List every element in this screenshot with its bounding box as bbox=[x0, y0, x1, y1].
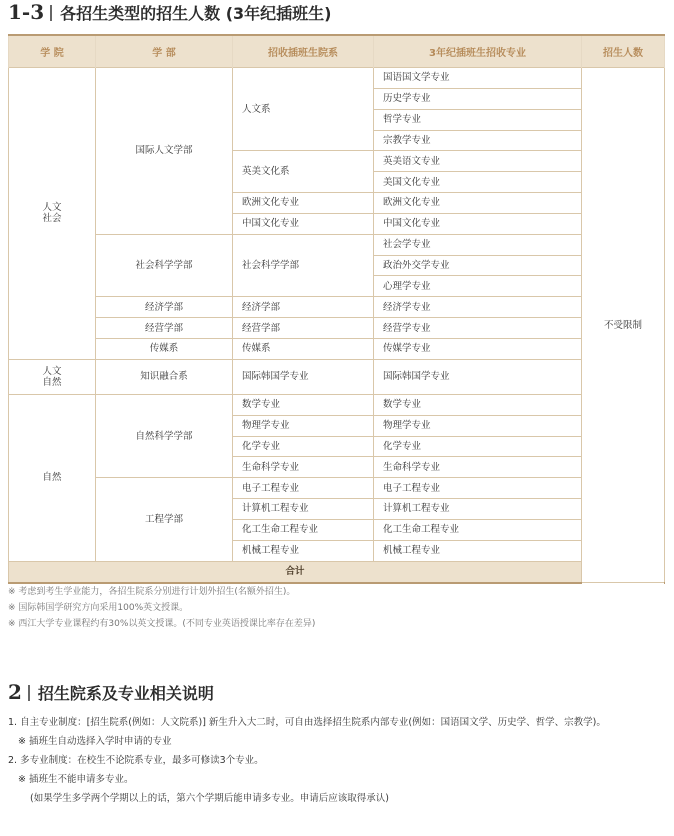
section-2-heading bbox=[8, 680, 214, 704]
section-2-number: 2 bbox=[8, 680, 22, 704]
major-cell: 宗教学专业 bbox=[374, 130, 582, 151]
major-cell: 心理学专业 bbox=[374, 276, 582, 297]
table-row bbox=[9, 318, 665, 339]
major-cell: 中国文化专业 bbox=[374, 213, 582, 234]
major-cell: 美国文化专业 bbox=[374, 172, 582, 193]
department-cell: 社会科学学部 bbox=[233, 234, 374, 297]
department-cell: 中国文化专业 bbox=[233, 213, 374, 234]
major-cell: 化学专业 bbox=[374, 436, 582, 457]
major-cell: 数学专业 bbox=[374, 394, 582, 415]
major-cell: 社会学专业 bbox=[374, 234, 582, 255]
total-label: 合计 bbox=[9, 561, 582, 583]
department-cell: 人文系 bbox=[233, 68, 374, 151]
division-cell: 工程学部 bbox=[96, 478, 233, 561]
department-cell: 经济学部 bbox=[233, 297, 374, 318]
table-row bbox=[9, 394, 665, 415]
table-notes bbox=[8, 584, 315, 632]
department-cell: 计算机工程专业 bbox=[233, 499, 374, 520]
major-cell: 机械工程专业 bbox=[374, 540, 582, 561]
college-cell: 人文 自然 bbox=[9, 359, 96, 394]
header-division: 学 部 bbox=[96, 35, 233, 68]
header-department: 招收插班生院系 bbox=[233, 35, 374, 68]
department-cell: 化工生命工程专业 bbox=[233, 519, 374, 540]
table-row bbox=[9, 478, 665, 499]
major-cell: 英美语文专业 bbox=[374, 151, 582, 172]
department-cell: 生命科学专业 bbox=[233, 457, 374, 478]
description-line: 1. 自主专业制度：[招生院系(例如：人文院系)] 新生升入大二时，可自由选择招生院系内部专业(例如：国语国文学、历史学、哲学、宗教学)。 bbox=[8, 717, 606, 728]
header-college: 学 院 bbox=[9, 35, 96, 68]
section-divider bbox=[28, 685, 30, 701]
note-line: ※ 国际韩国学研究方向采用100%英文授课。 bbox=[8, 603, 189, 613]
department-cell: 电子工程专业 bbox=[233, 478, 374, 499]
department-cell: 英美文化系 bbox=[233, 151, 374, 193]
college-cell: 自然 bbox=[9, 394, 96, 561]
section-divider bbox=[50, 5, 52, 21]
department-cell: 机械工程专业 bbox=[233, 540, 374, 561]
description-block bbox=[8, 713, 606, 808]
description-subnote: (如果学生多学两个学期以上的话，第六个学期后能申请多专业。申请后应该取得承认) bbox=[30, 793, 389, 804]
department-cell: 物理学专业 bbox=[233, 415, 374, 436]
description-line: 2. 多专业制度：在校生不论院系专业，最多可修读3个专业。 bbox=[8, 755, 264, 766]
major-cell: 物理学专业 bbox=[374, 415, 582, 436]
major-cell: 化工生命工程专业 bbox=[374, 519, 582, 540]
major-cell: 历史学专业 bbox=[374, 88, 582, 109]
department-cell: 化学专业 bbox=[233, 436, 374, 457]
division-cell: 知识融合系 bbox=[96, 359, 233, 394]
description-note: ※ 插班生自动选择入学时申请的专业 bbox=[18, 736, 172, 747]
total-row bbox=[9, 561, 665, 583]
header-major: 3年纪插班生招收专业 bbox=[374, 35, 582, 68]
division-cell: 自然科学学部 bbox=[96, 394, 233, 477]
department-cell: 传媒系 bbox=[233, 338, 374, 359]
department-cell: 欧洲文化专业 bbox=[233, 193, 374, 214]
section-2-title: 招生院系及专业相关说明 bbox=[37, 684, 214, 703]
note-line: ※ 考虑到考生学业能力，各招生院系分别进行计划外招生(名额外招生)。 bbox=[8, 587, 296, 597]
division-cell: 社会科学学部 bbox=[96, 234, 233, 297]
section-1-title: 各招生类型的招生人数 (3年纪插班生) bbox=[60, 4, 332, 23]
major-cell: 欧洲文化专业 bbox=[374, 193, 582, 214]
division-cell: 经营学部 bbox=[96, 318, 233, 339]
table-row bbox=[9, 234, 665, 255]
note-line: ※ 西江大学专业课程约有30%以英文授课。(不同专业英语授课比率存在差异) bbox=[8, 619, 316, 629]
division-cell: 传媒系 bbox=[96, 338, 233, 359]
department-cell: 经营学部 bbox=[233, 318, 374, 339]
header-quota: 招生人数 bbox=[582, 35, 665, 68]
table-row bbox=[9, 297, 665, 318]
table-row bbox=[9, 338, 665, 359]
division-cell: 国际人文学部 bbox=[96, 68, 233, 235]
college-cell: 人文 社会 bbox=[9, 68, 96, 360]
description-note: ※ 插班生不能申请多专业。 bbox=[18, 774, 134, 785]
major-cell: 传媒学专业 bbox=[374, 338, 582, 359]
section-1-heading bbox=[8, 0, 331, 24]
section-1-number: 1-3 bbox=[8, 0, 45, 24]
major-cell: 哲学专业 bbox=[374, 109, 582, 130]
division-cell: 经济学部 bbox=[96, 297, 233, 318]
major-cell: 经营学专业 bbox=[374, 318, 582, 339]
major-cell: 计算机工程专业 bbox=[374, 499, 582, 520]
major-cell: 生命科学专业 bbox=[374, 457, 582, 478]
department-cell: 国际韩国学专业 bbox=[233, 359, 374, 394]
admission-quota-table bbox=[8, 34, 665, 584]
major-cell: 电子工程专业 bbox=[374, 478, 582, 499]
table-row bbox=[9, 359, 665, 394]
table-header-row bbox=[9, 35, 665, 68]
quota-cell: 不受限制 bbox=[582, 68, 665, 583]
department-cell: 数学专业 bbox=[233, 394, 374, 415]
major-cell: 国际韩国学专业 bbox=[374, 359, 582, 394]
major-cell: 国语国文学专业 bbox=[374, 68, 582, 89]
major-cell: 政治外交学专业 bbox=[374, 255, 582, 276]
major-cell: 经济学专业 bbox=[374, 297, 582, 318]
table-row bbox=[9, 68, 665, 89]
